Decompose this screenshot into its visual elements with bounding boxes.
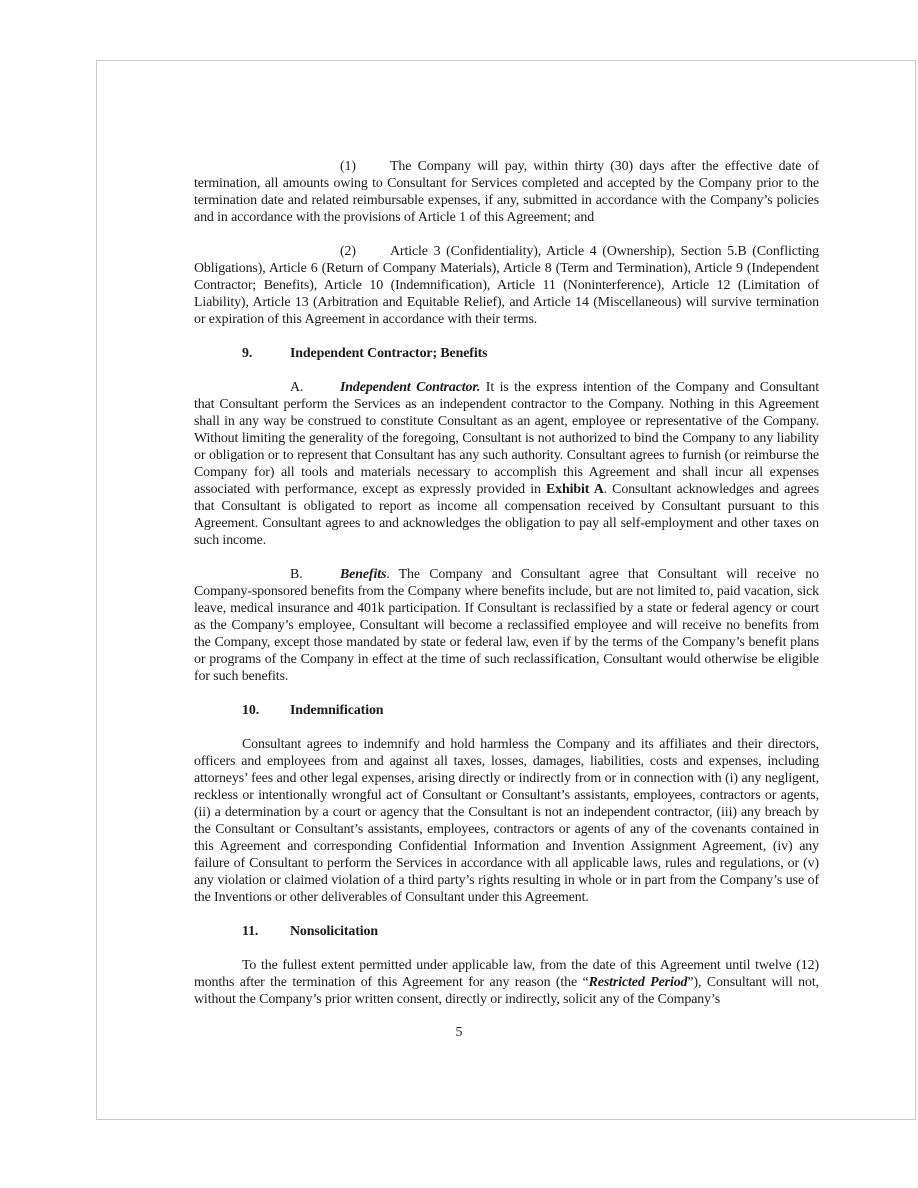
section-11-number: 11. bbox=[242, 924, 259, 939]
section-11-text-1: To the fullest extent permitted under applicable law, from the date of this Agreement until twelve (12) months after the termination of this Agreement for any reason (the “ bbox=[194, 958, 819, 990]
section-9a-paragraph bbox=[194, 379, 819, 549]
paragraph-2 bbox=[194, 243, 819, 328]
paragraph-1 bbox=[194, 158, 819, 226]
section-9b-paragraph bbox=[194, 566, 819, 685]
section-11-heading bbox=[194, 923, 819, 940]
paragraph-2-text: Article 3 (Confidentiality), Article 4 (Ownership), Section 5.B (Conflicting Obligations), Article 6 (Return of Company Materials), Article 8 (Term and Termination), Article 9 (Independent Contractor; Benefits), Article 10 (Indemnification), Article 11 (Noninterference), Article 12 (Limitation of Liability), Article 13 (Arbitration and Equitable Relief), and Article 14 (Miscellaneous) will survive termination or expiration of this Agreement in accordance with their terms. bbox=[194, 244, 819, 327]
section-9-heading bbox=[194, 345, 819, 362]
section-10-paragraph: Consultant agrees to indemnify and hold harmless the Company and its affiliates and their directors, officers and employees from and against all taxes, losses, damages, liabilities, costs and expenses, including attorneys’ fees and other legal expenses, arising directly or indirectly from or in connection with (i) any negligent, reckless or intentionally wrongful act of Consultant or Consultant’s assistants, employees, contractors or agents, (ii) a determination by a court or agency that the Consultant is not an independent contractor, (iii) any breach by the Consultant or Consultant’s assistants, employees, contractors or agents of any of the covenants contained in this Agreement and corresponding Confidential Information and Invention Assignment Agreement, (iv) any failure of Consultant to perform the Services in accordance with all applicable laws, rules and regulations, or (v) any violation or claimed violation of a third party’s rights resulting in whole or in part from the Company’s use of the Inventions or other deliverables of Consultant under this Agreement. bbox=[194, 737, 819, 905]
section-10-title: Indemnification bbox=[290, 703, 384, 718]
document-body bbox=[194, 158, 819, 1008]
section-10-heading bbox=[194, 702, 819, 719]
section-10-number: 10. bbox=[242, 703, 260, 718]
exhibit-a-reference: Exhibit A bbox=[545, 482, 604, 497]
section-9-title: Independent Contractor; Benefits bbox=[290, 346, 488, 361]
section-9b-title: Benefits bbox=[340, 567, 387, 582]
section-9-number: 9. bbox=[242, 346, 253, 361]
section-9a-text-2: . Consultant acknowledges and agrees that Consultant is obligated to report as income all compensation received by Consultant pursuant to this Agreement. Consultant agrees to and acknowledges the obligation to pay all self-employment and other taxes on such income. bbox=[194, 482, 820, 548]
section-11-text-2: ”), Consultant will not, without the Company’s prior written consent, directly or indirectly, solicit any of the Company’s bbox=[194, 975, 819, 1007]
paragraph-1-text: The Company will pay, within thirty (30) days after the effective date of termination, all amounts owing to Consultant for Services completed and accepted by the Company prior to the termination date and related reimbursable expenses, if any, submitted in accordance with the Company’s policies and in accordance with the provisions of Article 1 of this Agreement; and bbox=[194, 159, 819, 225]
section-9a-label: A. bbox=[290, 380, 304, 395]
paragraph-1-number: (1) bbox=[340, 159, 356, 174]
restricted-period-term: Restricted Period bbox=[588, 975, 688, 990]
section-9b-label: B. bbox=[290, 567, 303, 582]
section-11-title: Nonsolicitation bbox=[290, 924, 379, 939]
section-9a-title: Independent Contractor. bbox=[340, 380, 481, 395]
section-11-paragraph bbox=[194, 957, 819, 1008]
page-number: 5 bbox=[455, 1025, 463, 1040]
section-9a-text-1: It is the express intention of the Company and Consultant that Consultant perform the Services as an independent contractor to the Company. Nothing in this Agreement shall in any way be construed to constitute Consultant as an agent, employee or representative of the Company. Without limiting the generality of the foregoing, Consultant is not authorized to bind the Company to any liability or obligation or to represent that Consultant has any such authority. Consultant agrees to furnish (or reimburse the Company for) all tools and materials necessary to accomplish this Agreement and shall incur all expenses associated with performance, except as expressly provided in bbox=[194, 380, 819, 497]
section-9b-text: . The Company and Consultant agree that Consultant will receive no Company-sponsored benefits from the Company where benefits include, but are not limited to, paid vacation, sick leave, medical insurance and 401k participation. If Consultant is reclassified by a state or federal agency or court as the Company’s employee, Consultant will become a reclassified employee and will receive no benefits from the Company, except those mandated by state or federal law, even if by the terms of the Company’s benefit plans or programs of the Company in effect at the time of such reclassification, Consultant would otherwise be eligible for such benefits. bbox=[194, 567, 819, 684]
paragraph-2-number: (2) bbox=[340, 244, 356, 259]
